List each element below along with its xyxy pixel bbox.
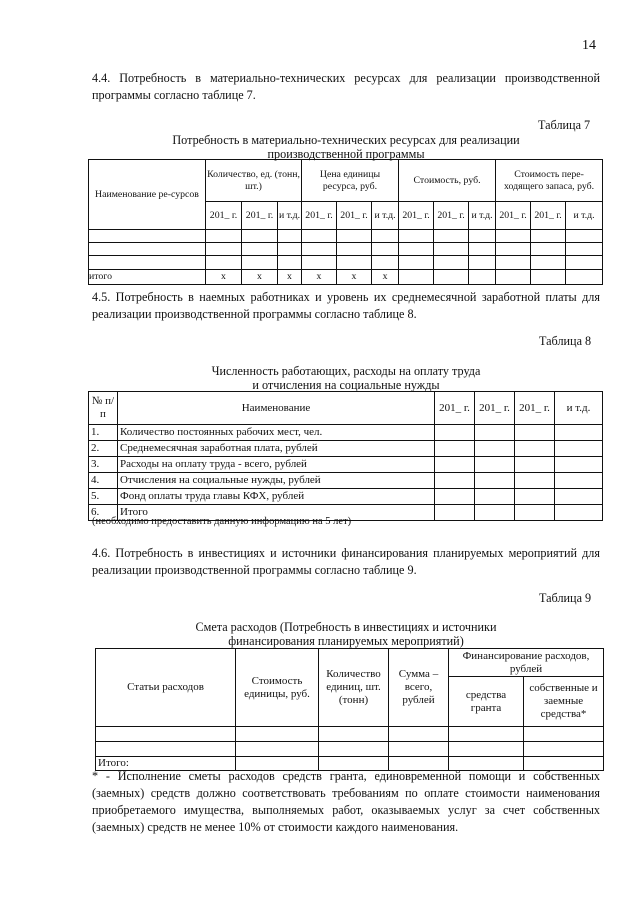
t7-x: x: [206, 270, 242, 285]
t7-sub-etc: и т.д.: [372, 202, 399, 230]
table8-title: [92, 364, 600, 392]
table8-caption: Таблица 8: [539, 334, 592, 348]
t7-header-price: Цена единицы ресурса, руб.: [302, 160, 399, 202]
t7-total-row: [89, 270, 603, 285]
table-row: [89, 256, 603, 270]
t7-header-qty: Количество, ед. (тонн, шт.): [206, 160, 302, 202]
t7-sub-y1: 201_ г.: [399, 202, 434, 230]
t7-x: x: [337, 270, 372, 285]
t7-sub-y2: 201_ г.: [531, 202, 566, 230]
table7-title-line1: Потребность в материально-технических ресурсах для реализации: [172, 133, 520, 147]
t8-header-y2: 201_ г.: [475, 392, 515, 425]
t9-header-financing: Финансирование расходов, рублей: [449, 649, 604, 677]
section-4-6-text: 4.6. Потребность в инвестициях и источники финансирования планируемых мероприятий для реализации производственной программы согласно таблице 9.: [92, 546, 600, 577]
table9-caption: Таблица 9: [539, 591, 592, 605]
t8-row-num: 1.: [89, 425, 118, 441]
t8-row-name: Расходы на оплату труда - всего, рублей: [118, 457, 435, 473]
table-row: [96, 742, 604, 757]
t7-sub-y2: 201_ г.: [337, 202, 372, 230]
table9-footnote: * - Исполнение сметы расходов средств гранта, единовременной помощи и собственных (заемных) средств должно соответствовать требованиям по оплате стоимости наименования приобретаемого имущества, выполняемых работ, оказываемых услуг за счет собственных (заемных) средств не менее 10% от стоимости каждого наименования.: [92, 769, 600, 834]
t7-sub-y1: 201_ г.: [496, 202, 531, 230]
t8-row-num: 2.: [89, 441, 118, 457]
table-row: [89, 489, 603, 505]
t7-x: x: [372, 270, 399, 285]
table9-title-line2: финансирования планируемых мероприятий): [228, 634, 464, 648]
t7-x: x: [242, 270, 278, 285]
t8-header-num: № п/п: [89, 392, 118, 425]
t7-x: x: [302, 270, 337, 285]
table-9: [95, 648, 604, 771]
page-number: 14: [582, 38, 596, 53]
t8-row-name: Количество постоянных рабочих мест, чел.: [118, 425, 435, 441]
table7-title-line2: производственной программы: [267, 147, 425, 161]
t8-row-num: 3.: [89, 457, 118, 473]
t9-header-sum: Сумма – всего, рублей: [389, 649, 449, 727]
t7-sub-etc: и т.д.: [566, 202, 603, 230]
table-7: [88, 159, 603, 285]
t9-header-own: собственные и заемные средства*: [524, 677, 604, 727]
t8-header-name: Наименование: [118, 392, 435, 425]
table7-title: [92, 133, 600, 161]
table-row: [89, 230, 603, 243]
table-row: [89, 425, 603, 441]
t8-header-y3: 201_ г.: [515, 392, 555, 425]
t9-header-grant: средства гранта: [449, 677, 524, 727]
table-row: [89, 473, 603, 489]
t7-x: x: [278, 270, 302, 285]
t7-sub-etc: и т.д.: [278, 202, 302, 230]
t7-sub-etc: и т.д.: [469, 202, 496, 230]
table8-note: (необходимо предоставить данную информацию на 5 лет): [92, 516, 352, 527]
t8-row-name: Среднемесячная заработная плата, рублей: [118, 441, 435, 457]
t7-sub-y1: 201_ г.: [302, 202, 337, 230]
table-row: [96, 727, 604, 742]
t9-total-label: Итого:: [96, 757, 236, 771]
table-row: [89, 243, 603, 256]
t9-header-qty: Количество единиц, шт. (тонн): [319, 649, 389, 727]
t7-sub-y1: 201_ г.: [206, 202, 242, 230]
table8-title-line2: и отчисления на социальные нужды: [252, 378, 440, 392]
t8-row-num: 4.: [89, 473, 118, 489]
t8-row-name: Итого: [118, 505, 435, 521]
table-8: [88, 391, 603, 521]
t8-row-num: 5.: [89, 489, 118, 505]
table8-title-line1: Численность работающих, расходы на оплату труда: [211, 364, 481, 378]
section-4-4-text: 4.4. Потребность в материально-технических ресурсах для реализации производственной программы согласно таблице 7.: [92, 71, 600, 102]
table-row: [89, 441, 603, 457]
table9-title-line1: Смета расходов (Потребность в инвестициях и источники: [195, 620, 497, 634]
t8-row-num: 6.: [89, 505, 118, 521]
t9-header-items: Статьи расходов: [96, 649, 236, 727]
table9-title: [92, 620, 600, 648]
t8-row-name: Фонд оплаты труда главы КФХ, рублей: [118, 489, 435, 505]
t7-total-label: итого: [89, 270, 206, 285]
t9-header-unit-cost: Стоимость единицы, руб.: [236, 649, 319, 727]
t7-header-stock: Стоимость пере-ходящего запаса, руб.: [496, 160, 603, 202]
t7-header-cost: Стоимость, руб.: [399, 160, 496, 202]
t8-row-name: Отчисления на социальные нужды, рублей: [118, 473, 435, 489]
t8-header-etc: и т.д.: [555, 392, 603, 425]
t7-sub-y2: 201_ г.: [434, 202, 469, 230]
table-row: [89, 457, 603, 473]
t7-sub-y2: 201_ г.: [242, 202, 278, 230]
t8-header-y1: 201_ г.: [435, 392, 475, 425]
section-4-5-text: 4.5. Потребность в наемных работниках и уровень их среднемесячной заработной платы для реализации производственной программы согласно таблице 8.: [92, 290, 600, 321]
t7-header-name: Наименование ре-сурсов: [89, 160, 206, 230]
table7-caption: Таблица 7: [538, 118, 591, 132]
